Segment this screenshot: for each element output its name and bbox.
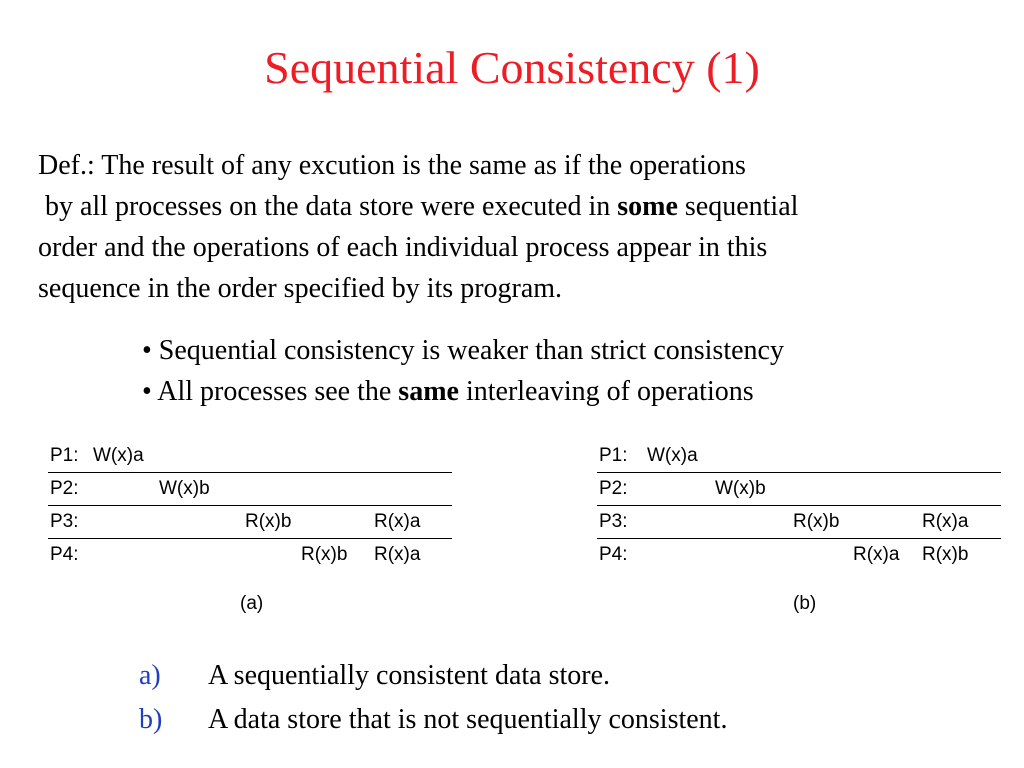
- timeline-divider: [48, 538, 452, 539]
- operation: W(x)b: [159, 478, 210, 499]
- process-label-p4: P4:: [599, 544, 628, 565]
- bullet-emphasis-same: same: [398, 376, 459, 407]
- timeline-divider: [48, 472, 452, 473]
- process-label-p4: P4:: [50, 544, 79, 565]
- timeline-divider: [597, 538, 1001, 539]
- operation: R(x)b: [922, 544, 969, 565]
- timeline-divider: [597, 505, 1001, 506]
- definition-paragraph: [38, 145, 1008, 309]
- caption-marker-b: b): [139, 704, 163, 735]
- timeline-diagram-a: [48, 445, 452, 625]
- diagram-caption-b: (b): [793, 593, 817, 614]
- bullet-text-end: interleaving of operations: [458, 376, 754, 407]
- operation: W(x)a: [647, 445, 698, 466]
- slide-title: Sequential Consistency (1): [264, 42, 760, 93]
- operation: W(x)a: [93, 445, 144, 466]
- process-label-p1: P1:: [50, 445, 79, 466]
- operation: R(x)a: [374, 544, 421, 565]
- process-label-p3: P3:: [599, 511, 628, 532]
- caption-marker-a: a): [139, 660, 161, 691]
- timeline-divider: [597, 472, 1001, 473]
- operation: R(x)a: [922, 511, 969, 532]
- operation: R(x)b: [245, 511, 292, 532]
- caption-text-b: A data store that is not sequentially consistent.: [208, 704, 728, 735]
- process-label-p2: P2:: [599, 478, 628, 499]
- definition-line-3: order and the operations of each individual process appear in this: [38, 232, 768, 263]
- bullet-list: [142, 330, 784, 412]
- operation: R(x)b: [301, 544, 348, 565]
- process-label-p3: P3:: [50, 511, 79, 532]
- process-label-p1: P1:: [599, 445, 628, 466]
- operation: R(x)a: [853, 544, 900, 565]
- definition-line-1: Def.: The result of any excution is the same as if the operations: [38, 150, 746, 181]
- timeline-diagram-b: [597, 445, 1001, 625]
- timeline-divider: [48, 505, 452, 506]
- definition-line-2: [38, 186, 1008, 227]
- diagram-caption-a: (a): [240, 593, 264, 614]
- definition-line-2-end: sequential: [677, 191, 799, 222]
- operation: W(x)b: [715, 478, 766, 499]
- caption-text-a: A sequentially consistent data store.: [208, 660, 611, 691]
- definition-line-4: sequence in the order specified by its program.: [38, 273, 563, 304]
- bullet-text: • Sequential consistency is weaker than strict consistency: [142, 335, 784, 366]
- definition-emphasis-some: some: [617, 191, 678, 222]
- operation: R(x)b: [793, 511, 840, 532]
- bullet-item: [142, 371, 784, 412]
- bullet-text: • All processes see the: [142, 376, 399, 407]
- process-label-p2: P2:: [50, 478, 79, 499]
- bullet-item: [142, 330, 784, 371]
- operation: R(x)a: [374, 511, 421, 532]
- definition-line-2-start: by all processes on the data store were executed in: [38, 191, 618, 222]
